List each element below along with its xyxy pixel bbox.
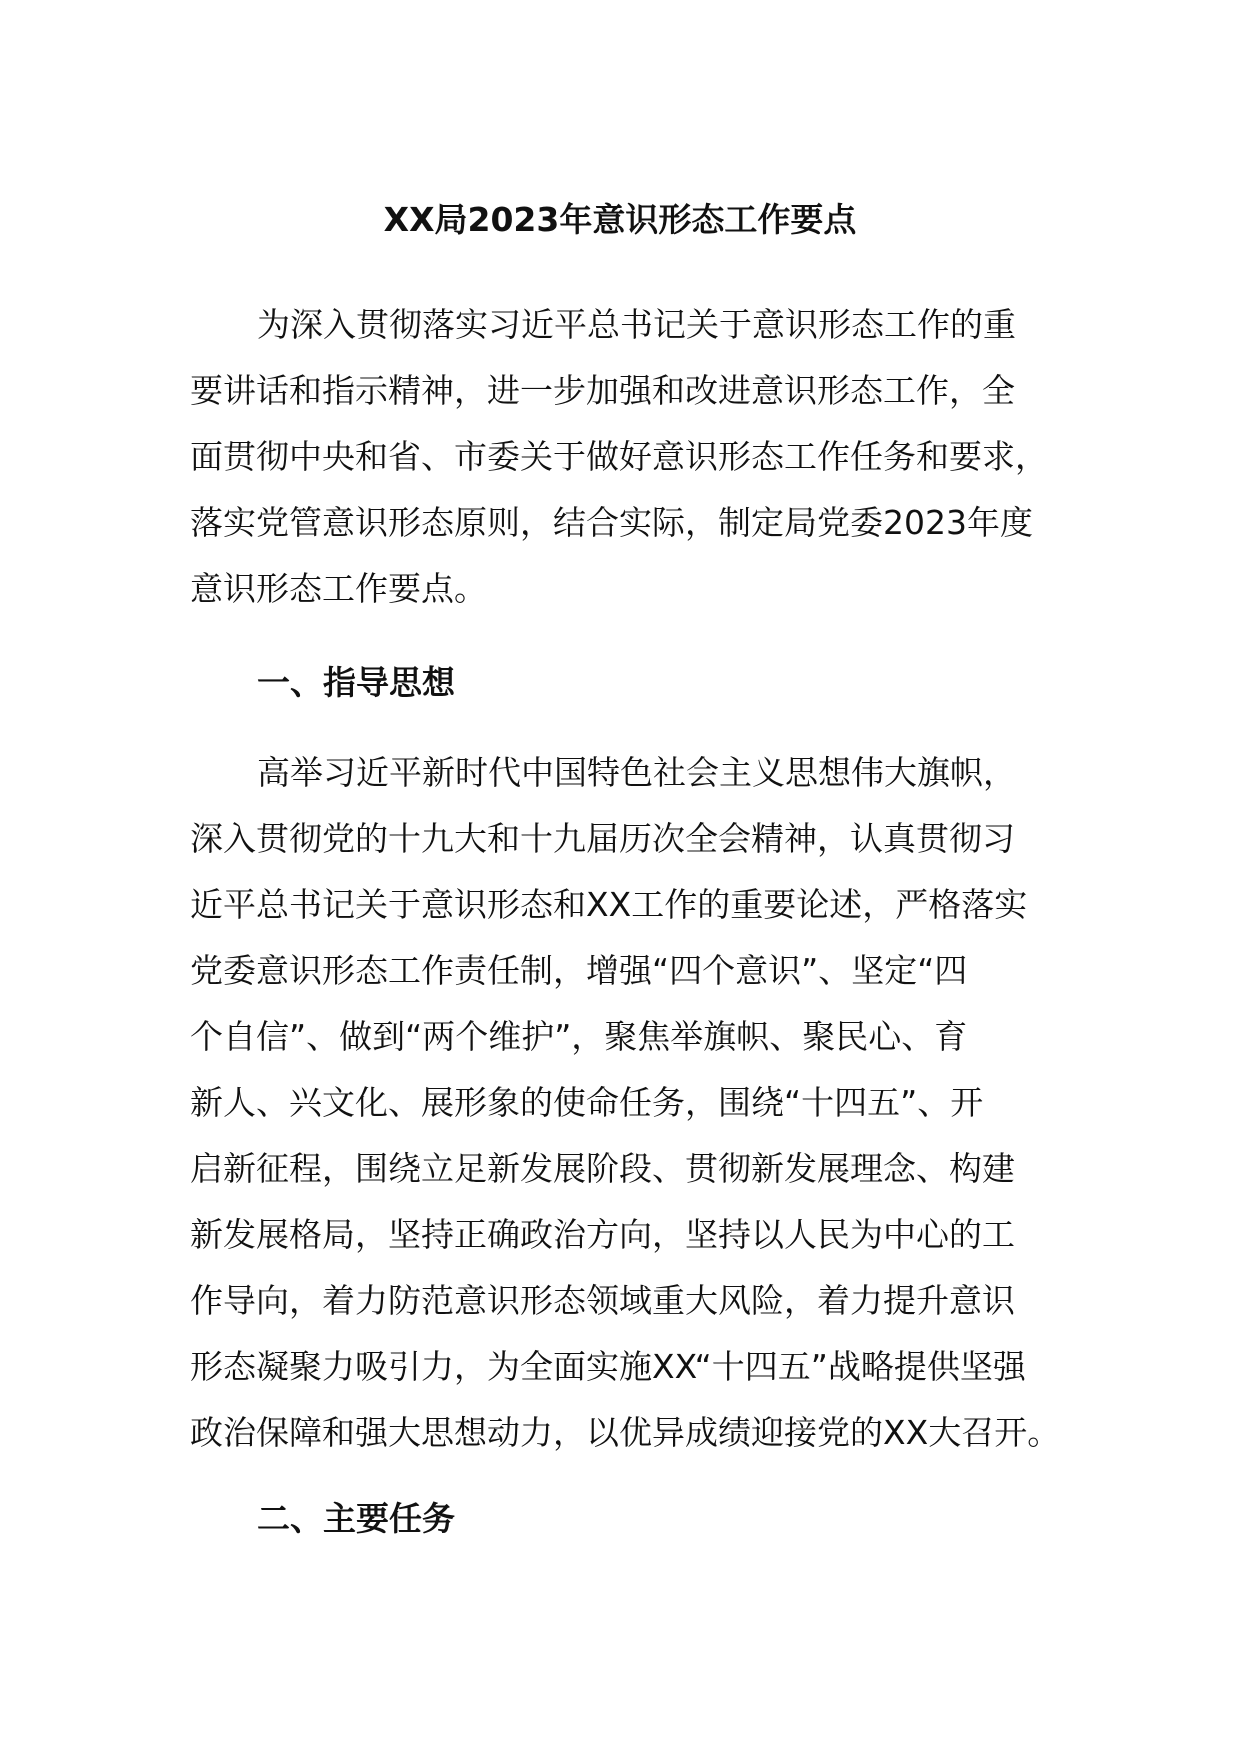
section1-paragraph — [190, 740, 1070, 1466]
intro-line: 落实党管意识形态原则，结合实际，制定局党委2023年度 — [190, 503, 1033, 542]
section1-line: 个自信”、做到“两个维护”，聚焦举旗帜、聚民心、育 — [190, 1017, 968, 1056]
section1-line: 政治保障和强大思想动力，以优异成绩迎接党的XX大召开。 — [190, 1413, 1061, 1452]
document-title: XX局2023年意识形态工作要点 — [383, 200, 857, 239]
section1-line: 新人、兴文化、展形象的使命任务，围绕“十四五”、开 — [190, 1083, 984, 1122]
section1-line: 高举习近平新时代中国特色社会主义思想伟大旗帜， — [257, 753, 1016, 792]
section1-line: 近平总书记关于意识形态和XX工作的重要论述，严格落实 — [190, 885, 1028, 924]
section1-line: 党委意识形态工作责任制，增强“四个意识”、坚定“四 — [190, 951, 968, 990]
section1-line: 形态凝聚力吸引力，为全面实施XX“十四五”战略提供坚强 — [190, 1347, 1026, 1386]
intro-line: 要讲话和指示精神，进一步加强和改进意识形态工作，全 — [190, 371, 1015, 410]
intro-line: 意识形态工作要点。 — [190, 569, 487, 608]
section1-line: 深入贯彻党的十九大和十九届历次全会精神，认真贯彻习 — [190, 819, 1015, 858]
section1-heading: 一、指导思想 — [257, 663, 455, 702]
section1-line: 新发展格局，坚持正确政治方向，坚持以人民为中心的工 — [190, 1215, 1015, 1254]
section1-line: 作导向，着力防范意识形态领域重大风险，着力提升意识 — [190, 1281, 1015, 1320]
section1-line: 启新征程，围绕立足新发展阶段、贯彻新发展理念、构建 — [190, 1149, 1015, 1188]
intro-line: 为深入贯彻落实习近平总书记关于意识形态工作的重 — [257, 305, 1016, 344]
intro-line: 面贯彻中央和省、市委关于做好意识形态工作任务和要求， — [190, 437, 1048, 476]
intro-paragraph — [190, 292, 1070, 622]
section2-heading: 二、主要任务 — [257, 1499, 455, 1538]
